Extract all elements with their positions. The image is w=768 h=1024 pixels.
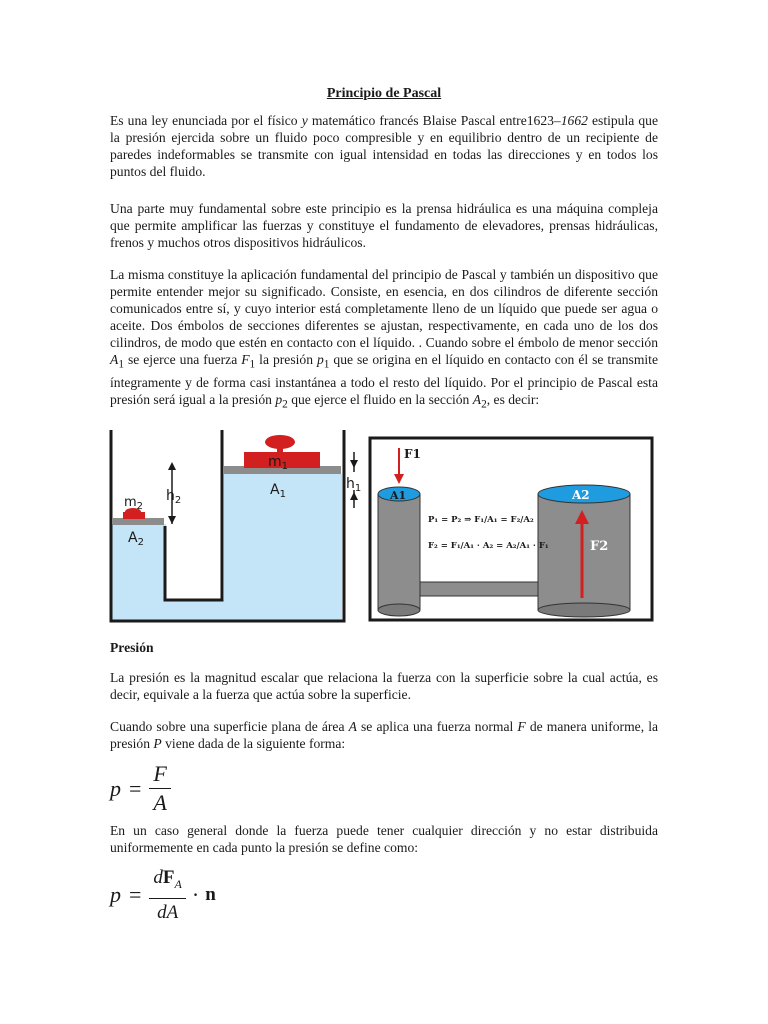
formula2-denominator: dA (157, 901, 179, 923)
label-F1: F1 (404, 447, 421, 461)
cylinder-1-body (378, 494, 420, 610)
formula1-lhs: p (110, 775, 121, 801)
paragraph-intro (110, 112, 658, 180)
label-m1: $m_1$ (268, 454, 289, 472)
p1-year: 1662 (560, 113, 588, 128)
equation-pressure: P₁ = P₂ ⇒ F₁/A₁ = F₂/A₂ (428, 515, 534, 525)
paragraph-hydraulic-press: Una parte muy fundamental sobre este principio es la prensa hidráulica es una máquina compleja que permite amplificar las fuerzas y constituye el fundamento de elevadores, prensas hidráulicas, frenos y muchos otros dispositivos hidráulicos. (110, 201, 658, 250)
paragraph-pressure-definition: La presión es la magnitud escalar que relaciona la fuerza con la superficie sobre la cual actúa, es decir, equivale a la fuerza que actúa sobre la superficie. (110, 670, 658, 702)
p5-var-A: A (348, 719, 357, 734)
p3-var-p1: p (316, 352, 324, 367)
formula1-eq: = (129, 775, 142, 801)
water-bottom (166, 600, 224, 620)
p1-text-b: y (301, 113, 308, 128)
formula-pressure (110, 760, 171, 817)
cylinder-2-body (538, 494, 630, 610)
p3-text-e: que ejerce el fluido en la sección (287, 391, 473, 407)
formula2-eq: = (129, 882, 142, 908)
formula2-lhs: p (110, 882, 121, 908)
paragraph-general-case: En un caso general donde la fuerza puede tener cualquier dirección y no estar distribuida uniformemente en cada punto la presión se define como: (110, 823, 658, 855)
label-F2: F2 (590, 539, 609, 554)
p5-text-d: viene dada de la siguiente forma: (161, 736, 346, 751)
p3-var-A1-sub: 1 (118, 358, 124, 371)
p1-text-a: Es una ley enunciada por el físico (110, 113, 302, 128)
connector-pipe (412, 582, 552, 596)
p3-var-F1: F (241, 352, 250, 367)
p5-var-P: P (153, 736, 162, 751)
paragraph-description (110, 266, 658, 413)
cylinder-2-bottom (538, 603, 630, 617)
paragraph-uniform-pressure (110, 718, 658, 752)
p3-var-p1-sub: 1 (323, 358, 330, 371)
label-m2: $m_2$ (124, 495, 144, 512)
p3-var-p2: p (275, 391, 283, 407)
label-h1: $h_1$ (346, 476, 362, 494)
equation-force: F₂ = F₁/A₁ · A₂ = A₂/A₁ · F₁ (428, 541, 549, 551)
p3-text-b: se ejerce una fuerza (123, 352, 242, 367)
label-A2-cyl: A2 (572, 488, 590, 502)
p3-text-a: La misma constituye la aplicación fundamental del principio de Pascal y también un dispositivo que permite entender mejor su significado. Consiste, en esencia, en dos cilindros de diferente sección comunicados entre sí, y cuyo interior está completamente lleno de un líquido que puede ser agua o aceite. Dos émbolos de secciones diferentes se ajustan, respectivamente, en cada uno de los dos cilindros, de modo que estén en contacto con el líquido. . Cuando sobre el émbolo de menor sección (110, 267, 658, 350)
cylinder-1-bottom (378, 604, 420, 616)
formula1-numerator: F (149, 760, 170, 789)
p3-var-p2-sub: 2 (282, 398, 288, 411)
label-A1-cyl: A1 (390, 489, 407, 502)
mass-1-knob-stem (277, 444, 283, 454)
label-h2: $h_2$ (166, 488, 182, 506)
p3-var-A2-sub: 2 (481, 398, 487, 411)
p1-text-e: estipula que la presión ejercida sobre un fluido poco compresible y en equilibrio dentro de un recipiente de paredes indeformables se transmite con igual intensidad en todas las direcciones y en todos los puntos del fluido. (110, 113, 658, 179)
p1-text-c: matemático francés Blaise Pascal entre1623– (307, 113, 561, 128)
p5-text-c: de manera uniforme, la presión (110, 719, 659, 751)
p3-text-d: que se origina en el líquido en contacto con él se transmite íntegramente y de forma casi instantánea a todo el resto del líquido. Por el principio de Pascal esta presión será igual a la presión (110, 352, 658, 407)
label-A2: $A_2$ (128, 530, 144, 548)
p5-var-F: F (517, 719, 526, 734)
p3-text-f: , es decir: (486, 391, 540, 407)
formula1-fraction (149, 760, 170, 817)
p3-var-A2: A (472, 391, 482, 407)
p5-text-b: se aplica una fuerza normal (356, 719, 518, 734)
formula2-fraction (149, 864, 185, 927)
page-title: Principio de Pascal (326, 86, 442, 101)
piston-plate-2 (113, 518, 164, 525)
p3-var-F1-sub: 1 (249, 358, 256, 371)
label-A1: $A_1$ (270, 482, 286, 500)
formula-general-pressure (110, 864, 216, 927)
formula2-dot: · (191, 882, 200, 908)
formula1-denominator: A (153, 790, 167, 815)
cylinders-diagram (368, 436, 654, 622)
heading-presion: Presión (110, 640, 154, 655)
p5-text-a: Cuando sobre una superficie plana de área (110, 719, 349, 734)
p3-var-A1: A (110, 352, 119, 367)
formula2-normal-vector: n (205, 884, 216, 906)
p3-text-c: la presión (255, 352, 317, 367)
formula2-numerator: $dF_A$ (149, 864, 185, 899)
hydraulic-press-diagram (108, 428, 362, 624)
